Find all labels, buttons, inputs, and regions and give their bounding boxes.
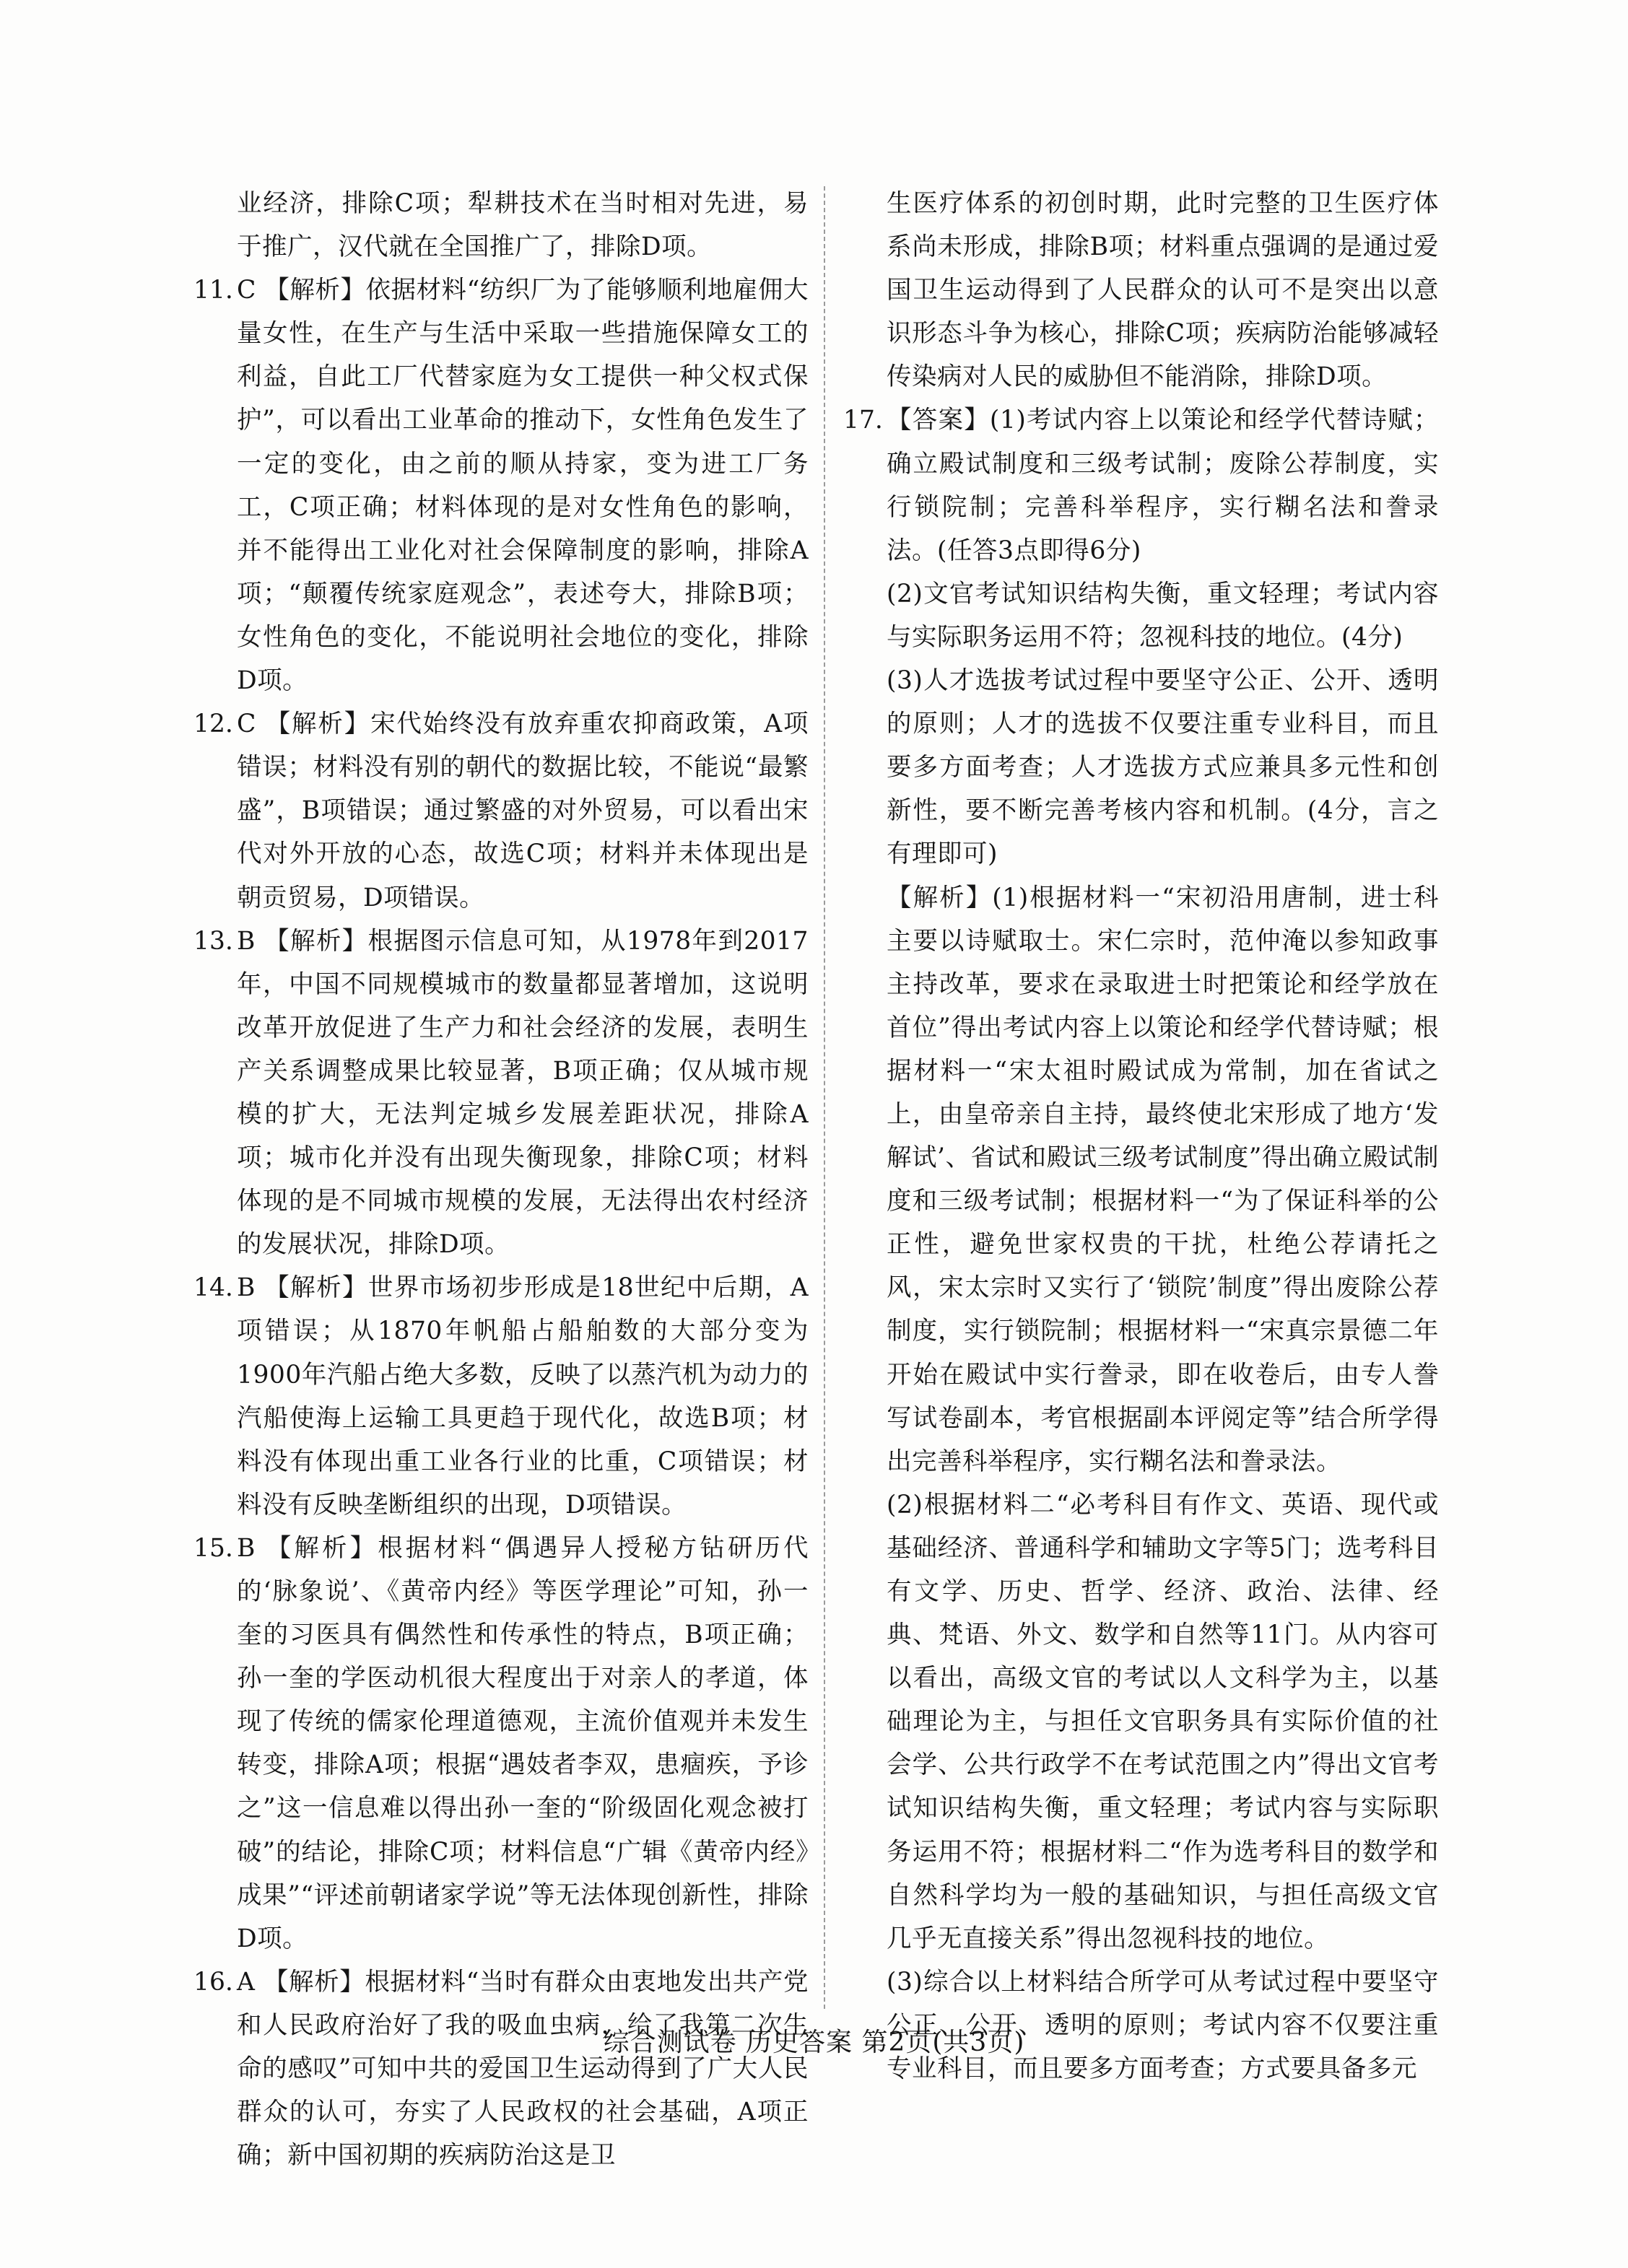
question-number: 14. [193, 1273, 233, 1303]
question-15 [193, 1527, 809, 1960]
q10-continuation: 业经济，排除C项；犁耕技术在当时相对先进，易于推广，汉代就在全国推广了，排除D项。 [237, 189, 809, 262]
question-14-text: B 【解析】世界市场初步形成是18世纪中后期，A项错误；从1870年帆船占船舶数的大部分变为1900年汽船占绝大多数，反映了以蒸汽机为动力的汽船使海上运输工具更趋于现代化，故选B项；材料没有体现出重工业各行业的比重，C项错误；材料没有反映垄断组织的出现，D项错误。 [237, 1273, 809, 1519]
question-13-text: B 【解析】根据图示信息可知，从1978年到2017年，中国不同规模城市的数量都显著增加，这说明改革开放促进了生产力和社会经济的发展，表明生产关系调整成果比较显著，B项正确；仅从城市规模的扩大，无法判定城乡发展差距状况，排除A项；城市化并没有出现失衡现象，排除C项；材料体现的是不同城市规模的发展，无法得出农村经济的发展状况，排除D项。 [237, 926, 809, 1260]
analysis-part-3: (3)综合以上材料结合所学可从考试过程中要坚守公正、公开、透明的原则；考试内容不仅要注重专业科目，而且要多方面考查；方式要具备多元 [887, 1967, 1439, 2084]
question-16-text: A 【解析】根据材料“当时有群众由衷地发出共产党和人民政府治好了我的吸血虫病，给了我第二次生命的感叹”可知中共的爱国卫生运动得到了广大人民群众的认可，夯实了人民政权的社会基础，A项正确；新中国初期的疾病防治这是卫 [237, 1967, 809, 2171]
question-15-text: B 【解析】根据材料“偶遇异人授秘方钻研历代的‘脉象说’、《黄帝内经》等医学理论”可知，孙一奎的习医具有偶然性和传承性的特点，B项正确；孙一奎的学医动机很大程度出于对亲人的孝道，体现了传统的儒家伦理道德观，主流价值观并未发生转变，排除A项；根据“遇妓者李双，患痼疾，予诊之”这一信息难以得出孙一奎的“阶级固化观念被打破”的结论，排除C项；材料信息“广辑《黄帝内经》成果”“评述前朝诸家学说”等无法体现创新性，排除D项。 [237, 1533, 809, 1953]
question-12 [193, 702, 809, 919]
analysis-part-2: (2)根据材料二“必考科目有作文、英语、现代或基础经济、普通科学和辅助文字等5门；选考科目有文学、历史、哲学、经济、政治、法律、经典、梵语、外文、数学和自然等11门。从内容可以看出，高级文官的考试以人文科学为主，以基础理论为主，与担任文官职务具有实际价值的社会学、公共行政学不在考试范围之内”得出文官考试知识结构失衡，重文轻理；考试内容与实际职务运用不符；根据材料二“作为选考科目的数学和自然科学均为一般的基础知识，与担任高级文官几乎无直接关系”得出忽视科技的地位。 [887, 1490, 1439, 1953]
page-footer: 综合测试卷 历史答案 第2页(共3页) [603, 2028, 1025, 2057]
answer-part-1: 【答案】(1)考试内容上以策论和经学代替诗赋；确立殿试制度和三级考试制；废除公荐制度，实行锁院制；完善科举程序，实行糊名法和誊录法。(任答3点即得6分) [887, 406, 1439, 565]
question-number: 16. [193, 1967, 233, 1997]
answer-part-2: (2)文官考试知识结构失衡，重文轻理；考试内容与实际职务运用不符；忽视科技的地位。(4分) [887, 579, 1439, 652]
question-number: 15. [193, 1533, 233, 1563]
question-12-text: C 【解析】宋代始终没有放弃重农抑商政策，A项错误；材料没有别的朝代的数据比较，不能说“最繁盛”，B项错误；通过繁盛的对外贸易，可以看出宋代对外开放的心态，故选C项；材料并未体现出是朝贡贸易，D项错误。 [237, 710, 809, 912]
answer-part-3: (3)人才选拔考试过程中要坚守公正、公开、透明的原则；人才的选拔不仅要注重专业科目，而且要多方面考查；人才选拔方式应兼具多元性和创新性，要不断完善考核内容和机制。(4分，言之有理即可) [887, 666, 1439, 869]
left-column [193, 182, 809, 2177]
right-column [843, 182, 1439, 2090]
question-11-text: C 【解析】依据材料“纺织厂为了能够顺利地雇佣大量女性，在生产与生活中采取一些措施保障女工的利益，自此工厂代替家庭为女工提供一种父权式保护”，可以看出工业革命的推动下，女性角色发生了一定的变化，由之前的顺从持家，变为进工厂务工，C项正确；材料体现的是对女性角色的影响，并不能得出工业化对社会保障制度的影响，排除A项；“颠覆传统家庭观念”，表述夸大，排除B项；女性角色的变化，不能说明社会地位的变化，排除D项。 [237, 276, 809, 696]
analysis-part-1: 【解析】(1)根据材料一“宋初沿用唐制，进士科主要以诗赋取士。宋仁宗时，范仲淹以参知政事主持改革，要求在录取进士时把策论和经学放在首位”得出考试内容上以策论和经学代替诗赋；根据材料一“宋太祖时殿试成为常制，加在省试之上，由皇帝亲自主持，最终使北宋形成了地方‘发解试’、省试和殿试三级考试制度”得出确立殿试制度和三级考试制；根据材料一“为了保证科举的公正性，避免世家权贵的干扰，杜绝公荐请托之风，宋太宗时又实行了‘锁院’制度”得出废除公荐制度，实行锁院制；根据材料一“宋真宗景德二年开始在殿试中实行誊录，即在收卷后，由专人誊写试卷副本，考官根据副本评阅定等”结合所学得出完善科举程序，实行糊名法和誊录法。 [887, 883, 1439, 1476]
question-17 [843, 398, 1439, 2090]
q16-continuation: 生医疗体系的初创时期，此时完整的卫生医疗体系尚未形成，排除B项；材料重点强调的是通过爱国卫生运动得到了人民群众的认可不是突出以意识形态斗争为核心，排除C项；疾病防治能够减轻传染病对人民的威胁但不能消除，排除D项。 [887, 189, 1439, 392]
question-14 [193, 1266, 809, 1527]
question-11 [193, 269, 809, 702]
question-13 [193, 920, 809, 1267]
question-number: 17. [843, 406, 883, 435]
column-divider [824, 186, 827, 2009]
question-number: 12. [193, 710, 233, 739]
question-number: 13. [193, 926, 233, 956]
question-number: 11. [193, 276, 233, 305]
question-16 [193, 1960, 809, 2177]
